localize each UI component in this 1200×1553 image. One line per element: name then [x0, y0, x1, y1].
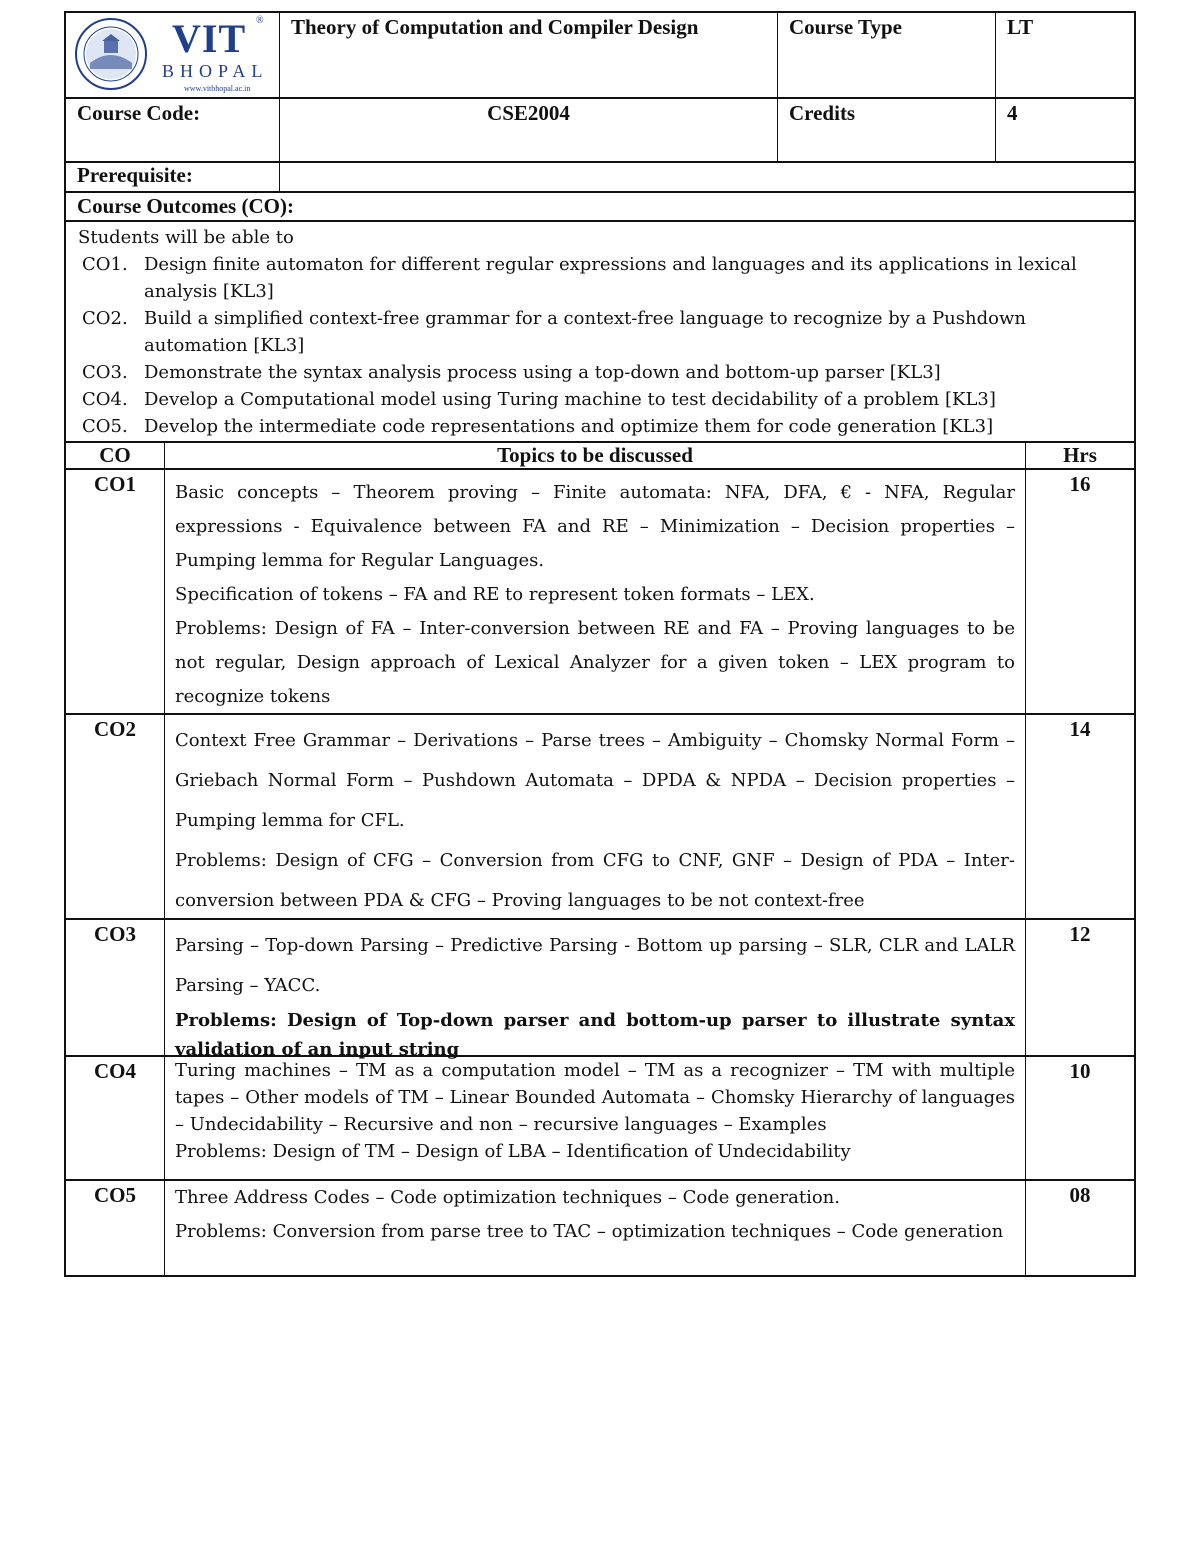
outcome-text: Develop a Computational model using Turing machine to test decidability of a problem [KL3] [144, 389, 996, 410]
course-code-label: Course Code: [66, 99, 280, 161]
topic-paragraph: Turing machines – TM as a computation model – TM as a recognizer – TM with multiple tapes – Other models of TM – Linear Bounded Automata – Chomsky Hierarchy of languages – Undecidability – Recursive and non – recursive languages – Examples [175, 1060, 1015, 1135]
outcome-number: CO1. [82, 254, 128, 275]
outcome-text: Demonstrate the syntax analysis process using a top-down and bottom-up parser [KL3] [144, 362, 941, 383]
outcome-item [78, 386, 1124, 413]
topic-paragraph: Problems: Design of CFG – Conversion from CFG to CNF, GNF – Design of PDA – Inter-conversion between PDA & CFG – Proving languages to be not context-free [175, 850, 1015, 911]
outcome-number: CO4. [82, 389, 128, 410]
row-topics [165, 1181, 1026, 1275]
code-row [66, 99, 1134, 163]
column-header-co: CO [66, 443, 165, 468]
row-topics [165, 1057, 1026, 1179]
row-hrs: 14 [1069, 717, 1091, 741]
outcome-item [78, 305, 1124, 359]
outcome-number: CO3. [82, 362, 128, 383]
topic-paragraph: Problems: Conversion from parse tree to TAC – optimization techniques – Code generation [175, 1221, 1004, 1242]
row-hrs: 16 [1069, 472, 1091, 496]
outcome-text: Develop the intermediate code representations and optimize them for code generation [KL3] [144, 416, 994, 437]
outcome-item [78, 359, 1124, 386]
topic-paragraph: Problems: Design of FA – Inter-conversion between RE and FA – Proving languages to be not regular, Design approach of Lexical Analyzer for a given token – LEX program to recognize tokens [175, 618, 1015, 707]
row-co: CO1 [66, 470, 165, 713]
outcome-item [78, 251, 1124, 305]
course-code-value: CSE2004 [280, 99, 778, 161]
table-row [66, 1057, 1134, 1181]
topic-paragraph: Context Free Grammar – Derivations – Parse trees – Ambiguity – Chomsky Normal Form – Griebach Normal Form – Pushdown Automata – DPDA & NPDA – Decision properties – Pumping lemma for CFL. [175, 730, 1015, 831]
row-topics [165, 470, 1026, 713]
credits-value: 4 [1007, 101, 1018, 125]
topics-header-row [66, 443, 1134, 470]
table-row [66, 715, 1134, 920]
course-type-label: Course Type [778, 13, 996, 97]
row-co: CO3 [66, 920, 165, 1055]
logo-url: www.vitbhopal.ac.in [184, 84, 251, 93]
logo-bhopal-text: BHOPAL [162, 61, 269, 81]
logo-registered-mark: ® [256, 15, 264, 26]
course-syllabus-table [64, 11, 1136, 1277]
prerequisite-value [280, 163, 1134, 191]
row-hrs: 08 [1069, 1183, 1091, 1207]
header-row [66, 13, 1134, 99]
topic-paragraph: Three Address Codes – Code optimization techniques – Code generation. [175, 1187, 840, 1208]
course-title: Theory of Computation and Compiler Design [280, 13, 778, 97]
credits-label: Credits [778, 99, 996, 161]
topic-paragraph: Problems: Design of Top-down parser and bottom-up parser to illustrate syntax validation of an input string [175, 1010, 1015, 1060]
prerequisite-label: Prerequisite: [66, 163, 280, 191]
outcomes-list [66, 222, 1134, 441]
row-co: CO2 [66, 715, 165, 918]
table-row [66, 920, 1134, 1060]
outcomes-row [66, 222, 1134, 443]
row-topics [165, 715, 1026, 918]
row-hrs: 12 [1069, 922, 1091, 946]
topic-paragraph: Parsing – Top-down Parsing – Predictive Parsing - Bottom up parsing – SLR, CLR and LALR Parsing – YACC. [175, 935, 1015, 996]
topic-paragraph: Basic concepts – Theorem proving – Finite automata: NFA, DFA, € - NFA, Regular expressions - Equivalence between FA and RE – Minimization – Decision properties – Pumping lemma for Regular Languages. [175, 482, 1015, 571]
course-type-value: LT [1007, 15, 1034, 39]
column-header-topics: Topics to be discussed [165, 443, 1026, 468]
logo-vit-text: VIT [172, 16, 247, 61]
table-row [66, 470, 1134, 715]
prerequisite-row [66, 163, 1134, 193]
topic-paragraph: Specification of tokens – FA and RE to represent token formats – LEX. [175, 584, 815, 605]
row-hrs: 10 [1069, 1059, 1091, 1083]
outcomes-heading-row [66, 193, 1134, 222]
topic-paragraph: Problems: Design of TM – Design of LBA – Identification of Undecidability [175, 1141, 851, 1162]
outcome-item [78, 413, 1124, 440]
outcomes-heading: Course Outcomes (CO): [77, 194, 294, 218]
university-seal-icon [74, 17, 148, 91]
column-header-hrs: Hrs [1063, 443, 1097, 467]
outcome-text: Build a simplified context-free grammar for a context-free language to recognize by a Pushdown automation [KL3] [144, 308, 1026, 356]
outcomes-intro: Students will be able to [78, 227, 294, 248]
row-co: CO4 [66, 1057, 165, 1179]
outcome-text: Design finite automaton for different regular expressions and languages and its applications in lexical analysis [KL3] [144, 254, 1077, 302]
outcome-number: CO5. [82, 416, 128, 437]
row-co: CO5 [66, 1181, 165, 1275]
table-row [66, 1181, 1134, 1275]
outcome-number: CO2. [82, 308, 128, 329]
vit-bhopal-logo [66, 13, 280, 97]
row-topics [165, 920, 1026, 1060]
